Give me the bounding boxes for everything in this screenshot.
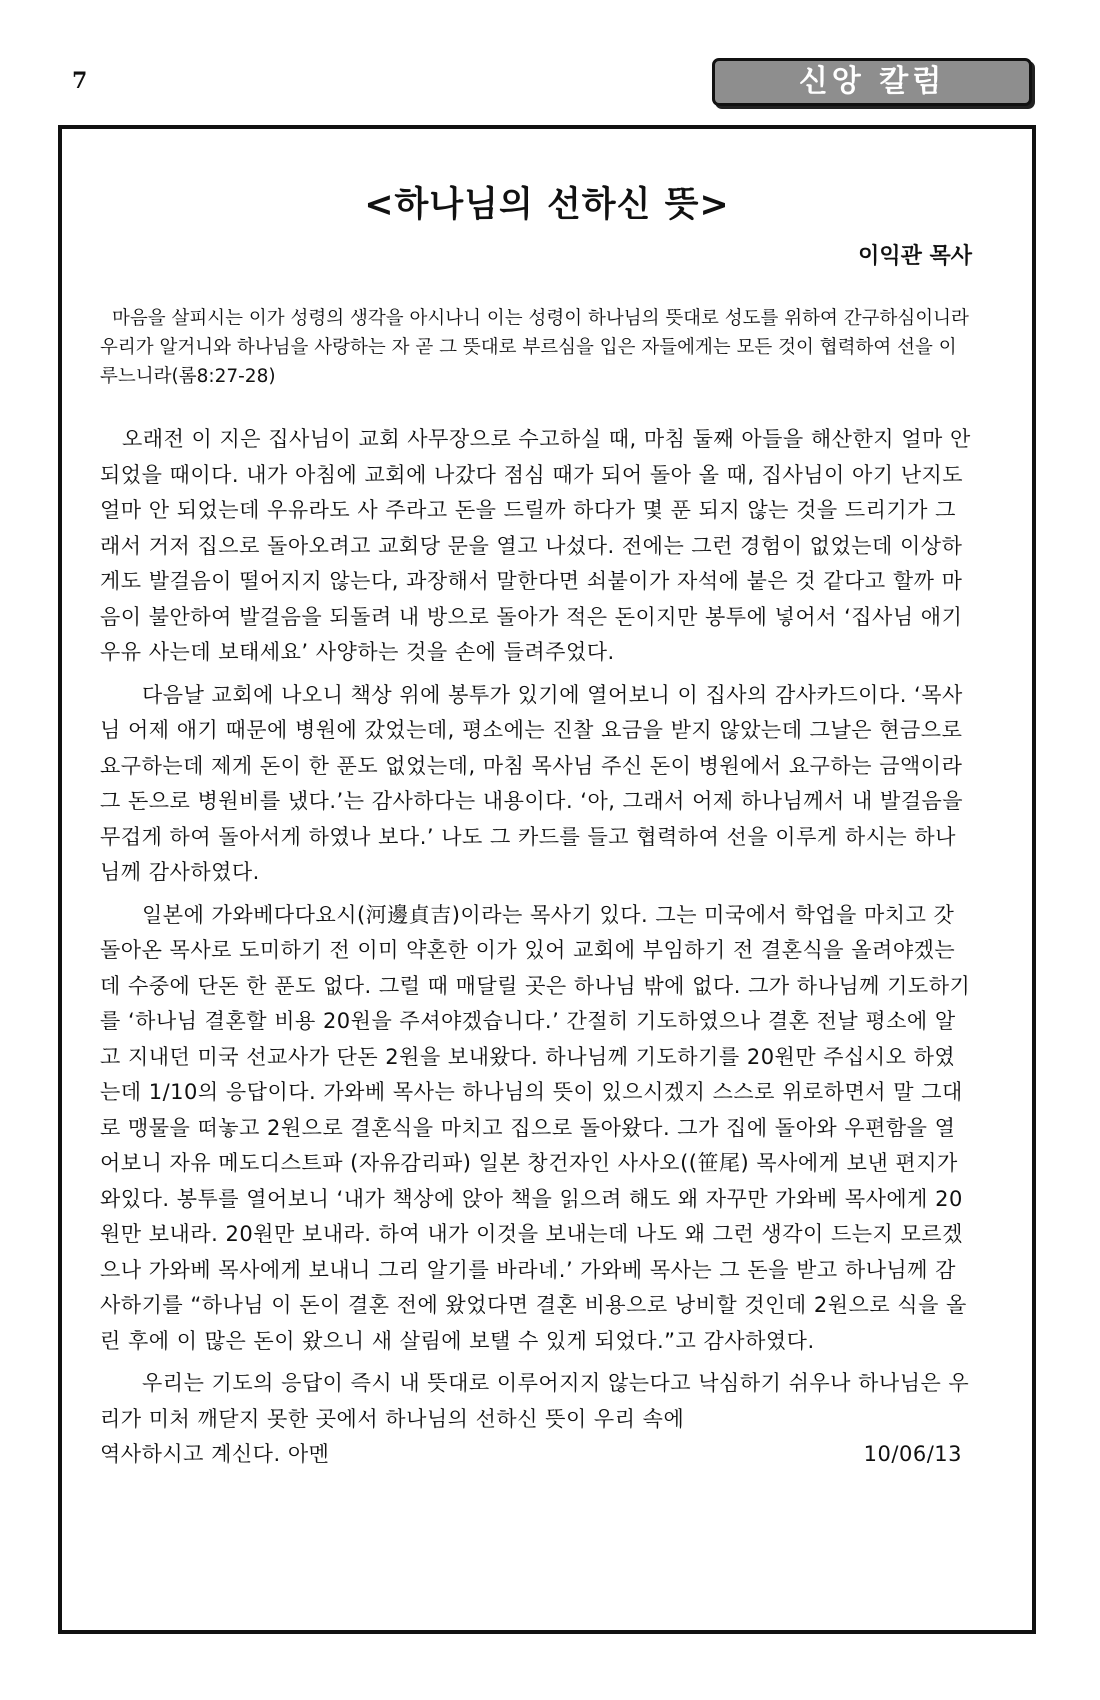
article-author: 이익관 목사 [858, 244, 972, 269]
article-title: <하나님의 선하신 뜻> [364, 185, 730, 225]
paragraph: 우리는 기도의 응답이 즉시 내 뜻대로 이루어지지 않는다고 낙심하기 쉬우나 하나님은 우리가 미처 깨닫지 못한 곳에서 하나님의 선하신 뜻이 우리 속에 [100, 1371, 970, 1431]
article-body [100, 422, 972, 1473]
paragraph: 일본에 가와베다다요시(河邊貞吉)이라는 목사기 있다. 그는 미국에서 학업을 마치고 갓 돌아온 목사로 도미하기 전 이미 약혼한 이가 있어 교회에 부임하기 전 결혼식을 올려야겠는데 수중에 단돈 한 푼도 없다. 그럴 때 매달릴 곳은 하나님 밖에 없다. 그가 하나님께 기도하기를 ‘하나님 결혼할 비용 20원을 주셔야겠습니다.’ 간절히 기도하였으나 결혼 전날 평소에 알고 지내던 미국 선교사가 단돈 2원을 보내왔다. 하나님께 기도하기를 20원만 주십시오 하였는데 1/10의 응답이다. 가와베 목사는 하나님의 뜻이 있으시겠지 스스로 위로하면서 말 그대로 맹물을 떠놓고 2원으로 결혼식을 마치고 집으로 돌아왔다. 그가 집에 돌아와 우편함을 열어보니 자유 메도디스트파 (자유감리파) 일본 창건자인 사사오((笹尾) 목사에게 보낸 편지가 와있다. 봉투를 열어보니 ‘내가 책상에 앉아 책을 읽으려 해도 왜 자꾸만 가와베 목사에게 20원만 보내라. 20원만 보내라. 하여 내가 이것을 보내는데 나도 왜 그런 생각이 드는지 모르겠으나 가와베 목사에게 보내니 그리 알기를 바라네.’ 가와베 목사는 그 돈을 받고 하나님께 감사하기를 “하나님 이 돈이 결혼 전에 왔었다면 결혼 비용으로 낭비할 것인데 2원으로 식을 올린 후에 이 많은 돈이 왔으니 새 살림에 보탤 수 있게 되었다.”고 감사하였다. [100, 902, 971, 1353]
article-frame [58, 125, 1036, 1634]
section-label: 신앙 칼럼 [712, 58, 1032, 106]
closing-text: 역사하시고 계신다. 아멘 [100, 1442, 330, 1466]
article-date: 10/06/13 [863, 1442, 962, 1466]
paragraph: 오래전 이 지은 집사님이 교회 사무장으로 수고하실 때, 마침 둘째 아들을 해산한지 얼마 안 되었을 때이다. 내가 아침에 교회에 나갔다 점심 때가 되어 돌아 올 때, 집사님이 아기 난지도 얼마 안 되었는데 우유라도 사 주라고 돈을 드릴까 하다가 몇 푼 되지 않는 것을 드리기가 그래서 거저 집으로 돌아오려고 교회당 문을 열고 나섰다. 전에는 그런 경험이 없었는데 이상하게도 발걸음이 떨어지지 않는다, 과장해서 말한다면 쇠붙이가 자석에 붙은 것 같다고 할까 마음이 불안하여 발걸음을 되돌려 내 방으로 돌아가 적은 돈이지만 봉투에 넣어서 ‘집사님 애기 우유 사는데 보태세요’ 사양하는 것을 손에 들려주었다. [100, 427, 971, 664]
closing-line [100, 1437, 972, 1473]
scripture-quote: 마음을 살피시는 이가 성령의 생각을 아시나니 이는 성령이 하나님의 뜻대로 성도를 위하여 간구하심이니라 우리가 알거니와 하나님을 사랑하는 자 곧 그 뜻대로 부르심을 입은 자들에게는 모든 것이 협력하여 선을 이루느니라(롬8:27-28) [100, 308, 969, 387]
paragraph: 다음날 교회에 나오니 책상 위에 봉투가 있기에 열어보니 이 집사의 감사카드이다. ‘목사님 어제 애기 때문에 병원에 갔었는데, 평소에는 진찰 요금을 받지 않았는데 그날은 현금으로 요구하는데 제게 돈이 한 푼도 없었는데, 마침 목사님 주신 돈이 병원에서 요구하는 금액이라 그 돈으로 병원비를 냈다.’는 감사하다는 내용이다. ‘아, 그래서 어제 하나님께서 내 발걸음을 무겁게 하여 돌아서게 하였나 보다.’ 나도 그 카드를 들고 협력하여 선을 이루게 하시는 하나님께 감사하였다. [100, 682, 964, 884]
page-number: 7 [72, 68, 88, 94]
